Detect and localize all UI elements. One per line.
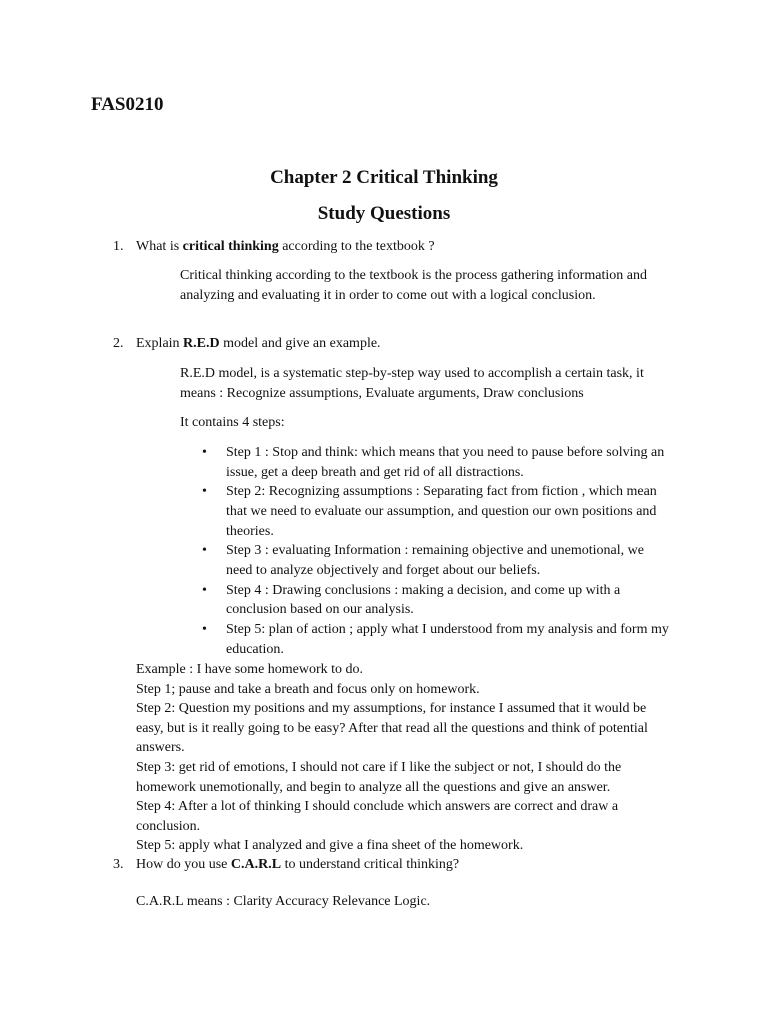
question-3-number: 3. [113, 857, 124, 872]
list-item [202, 620, 672, 659]
bullet-icon: • [202, 445, 207, 460]
bullet-icon: • [202, 543, 207, 559]
question-3 [136, 855, 459, 875]
question-1-keyword: critical thinking [182, 239, 279, 254]
answer-3: C.A.R.L means : Clarity Accuracy Relevance Logic. [136, 894, 431, 909]
question-2-keyword: R.E.D [183, 336, 220, 351]
question-2 [136, 334, 381, 354]
example-line: Step 2: Question my positions and my assumptions, for instance I assumed that it would be easy, but is it really going to be easy? After that read all the questions and think of potential answers. [136, 701, 648, 756]
question-3-keyword: C.A.R.L [230, 857, 282, 872]
bullet-icon: • [202, 622, 207, 638]
question-1-prefix: What is [136, 239, 183, 254]
section-subtitle: Study Questions [317, 203, 451, 224]
question-1-number: 1. [113, 239, 124, 254]
list-item [202, 541, 672, 580]
steps-list [202, 443, 672, 659]
example-line: Step 3: get rid of emotions, I should not care if I like the subject or not, I should do the homework unemotionally, and begin to analyze all the questions and give an answer. [136, 759, 622, 795]
bullet-icon: • [202, 582, 207, 598]
example-block [136, 660, 676, 856]
step-text: Step 2: Recognizing assumptions : Separating fact from fiction , which mean that we need to evaluate our assumption, and question our own positions and theories. [226, 484, 657, 539]
step-text: Step 3 : evaluating Information : remaining objective and unemotional, we need to analyze objectively and forget about our beliefs. [226, 543, 644, 578]
question-1 [136, 237, 435, 257]
question-2-number: 2. [113, 336, 124, 351]
question-2-suffix: model and give an example. [219, 336, 381, 351]
example-line: Step 5: apply what I analyzed and give a fina sheet of the homework. [136, 838, 524, 854]
chapter-title: Chapter 2 Critical Thinking [270, 167, 498, 188]
list-item [202, 443, 672, 482]
answer-2: R.E.D model, is a systematic step-by-step way used to accomplish a certain task, it means : Recognize assumptions, Evaluate arguments, Draw conclusions [180, 366, 644, 401]
step-text: Step 5: plan of action ; apply what I understood from my analysis and form my education. [226, 622, 669, 657]
question-3-suffix: to understand critical thinking? [281, 857, 460, 872]
answer-1: Critical thinking according to the textbook is the process gathering information and analyzing and evaluating it in order to come out with a logical conclusion. [180, 268, 647, 303]
list-item [202, 581, 672, 620]
example-line: Example : I have some homework to do. [136, 662, 364, 677]
question-2-prefix: Explain [136, 336, 184, 351]
steps-intro: It contains 4 steps: [180, 415, 285, 430]
course-code: FAS0210 [91, 94, 164, 115]
step-text: Step 4 : Drawing conclusions : making a decision, and come up with a conclusion based on our analysis. [226, 582, 621, 618]
list-item [202, 482, 672, 541]
question-1-suffix: according to the textbook ? [278, 239, 435, 254]
step-text: Step 1 : Stop and think: which means that you need to pause before solving an issue, get a deep breath and get rid of all distractions. [226, 445, 665, 480]
example-line: Step 4: After a lot of thinking I should conclude which answers are correct and draw a conclusion. [136, 799, 619, 834]
question-3-prefix: How do you use [136, 857, 231, 872]
bullet-icon: • [202, 484, 207, 500]
example-line: Step 1; pause and take a breath and focus only on homework. [136, 681, 480, 697]
